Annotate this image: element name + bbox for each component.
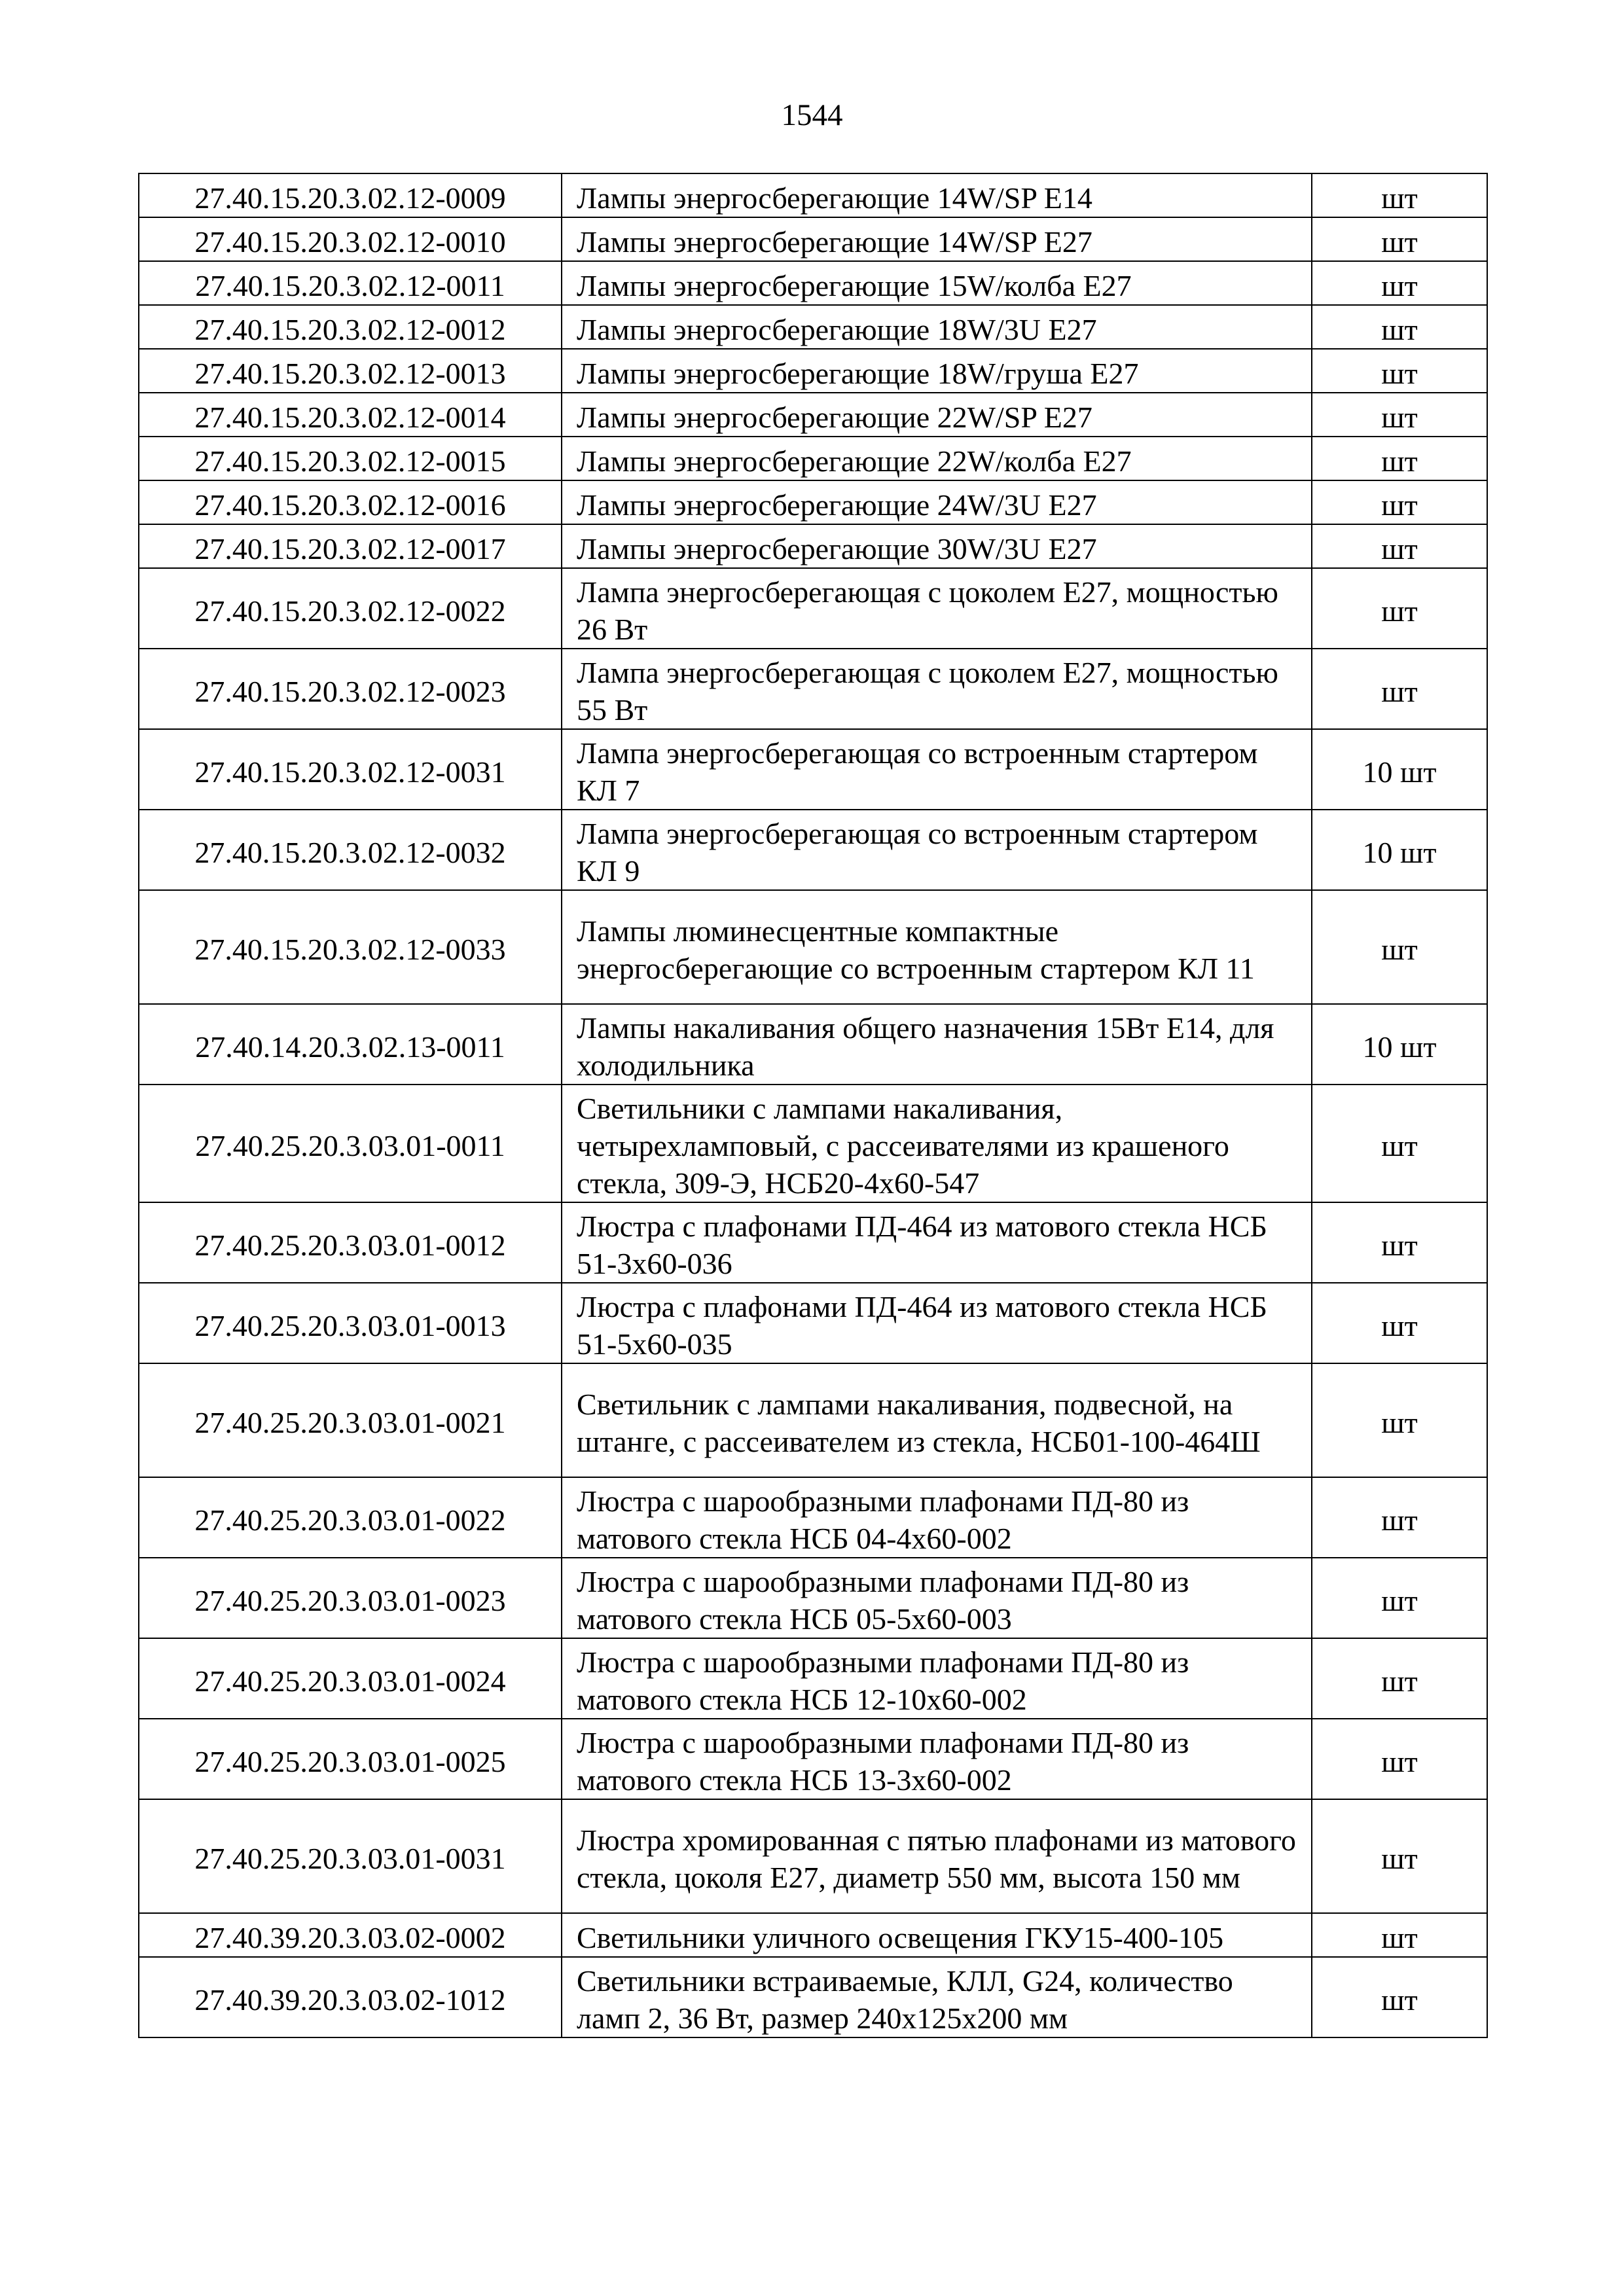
resource-code-cell: 27.40.15.20.3.02.12-0010 xyxy=(139,217,562,261)
table-row xyxy=(139,1004,1487,1085)
unit-cell: шт xyxy=(1312,568,1487,649)
resource-name-cell: Светильники с лампами накаливания, четырехламповый, с рассеивателями из крашеного стекла, 309-Э, НСБ20-4х60-547 xyxy=(562,1085,1312,1202)
resource-name-cell: Лампы энергосберегающие 24W/3U E27 xyxy=(562,480,1312,524)
table-row xyxy=(139,173,1487,217)
resource-code-cell: 27.40.15.20.3.02.12-0022 xyxy=(139,568,562,649)
table-row xyxy=(139,1363,1487,1477)
resource-code-cell: 27.40.15.20.3.02.12-0014 xyxy=(139,393,562,437)
price-table xyxy=(138,173,1488,2038)
unit-cell: шт xyxy=(1312,305,1487,349)
resource-name-cell: Лампы люминесцентные компактные энергосберегающие со встроенным стартером КЛ 11 xyxy=(562,890,1312,1004)
table-row xyxy=(139,1202,1487,1283)
table-row xyxy=(139,1085,1487,1202)
resource-name-cell: Лампы энергосберегающие 22W/SP E27 xyxy=(562,393,1312,437)
resource-name-cell: Люстра с шарообразными плафонами ПД-80 из матового стекла НСБ 13-3х60-002 xyxy=(562,1719,1312,1799)
table-row xyxy=(139,217,1487,261)
unit-cell: шт xyxy=(1312,1913,1487,1957)
table-row xyxy=(139,1283,1487,1363)
unit-cell: шт xyxy=(1312,261,1487,305)
table-row xyxy=(139,393,1487,437)
resource-code-cell: 27.40.39.20.3.03.02-1012 xyxy=(139,1957,562,2037)
table-row xyxy=(139,1558,1487,1638)
unit-cell: 10 шт xyxy=(1312,729,1487,810)
resource-name-cell: Лампы энергосберегающие 15W/колба E27 xyxy=(562,261,1312,305)
resource-name-cell: Лампы энергосберегающие 30W/3U E27 xyxy=(562,524,1312,568)
unit-cell: шт xyxy=(1312,1477,1487,1558)
resource-name-cell: Люстра с плафонами ПД-464 из матового стекла НСБ 51-5х60-035 xyxy=(562,1283,1312,1363)
resource-name-cell: Светильники встраиваемые, КЛЛ, G24, количество ламп 2, 36 Вт, размер 240х125х200 мм xyxy=(562,1957,1312,2037)
unit-cell: шт xyxy=(1312,524,1487,568)
resource-name-cell: Лампы накаливания общего назначения 15Вт E14, для холодильника xyxy=(562,1004,1312,1085)
table-row xyxy=(139,649,1487,729)
resource-code-cell: 27.40.14.20.3.02.13-0011 xyxy=(139,1004,562,1085)
resource-name-cell: Люстра хромированная с пятью плафонами из матового стекла, цоколя E27, диаметр 550 мм, высота 150 мм xyxy=(562,1799,1312,1913)
unit-cell: 10 шт xyxy=(1312,810,1487,890)
resource-name-cell: Люстра с шарообразными плафонами ПД-80 из матового стекла НСБ 12-10х60-002 xyxy=(562,1638,1312,1719)
resource-code-cell: 27.40.25.20.3.03.01-0011 xyxy=(139,1085,562,1202)
unit-cell: шт xyxy=(1312,437,1487,480)
table-row xyxy=(139,1477,1487,1558)
resource-code-cell: 27.40.15.20.3.02.12-0013 xyxy=(139,349,562,393)
resource-code-cell: 27.40.15.20.3.02.12-0011 xyxy=(139,261,562,305)
resource-name-cell: Лампы энергосберегающие 22W/колба E27 xyxy=(562,437,1312,480)
unit-cell: шт xyxy=(1312,1085,1487,1202)
unit-cell: 10 шт xyxy=(1312,1004,1487,1085)
table-row xyxy=(139,729,1487,810)
resource-name-cell: Лампы энергосберегающие 14W/SP E14 xyxy=(562,173,1312,217)
resource-name-cell: Лампы энергосберегающие 18W/3U E27 xyxy=(562,305,1312,349)
table-row xyxy=(139,349,1487,393)
unit-cell: шт xyxy=(1312,1202,1487,1283)
table-row xyxy=(139,1913,1487,1957)
resource-code-cell: 27.40.39.20.3.03.02-0002 xyxy=(139,1913,562,1957)
table-body xyxy=(139,173,1487,2037)
resource-code-cell: 27.40.25.20.3.03.01-0021 xyxy=(139,1363,562,1477)
unit-cell: шт xyxy=(1312,649,1487,729)
resource-code-cell: 27.40.15.20.3.02.12-0033 xyxy=(139,890,562,1004)
resource-name-cell: Светильники уличного освещения ГКУ15-400-105 xyxy=(562,1913,1312,1957)
resource-name-cell: Лампа энергосберегающая с цоколем E27, мощностью 26 Вт xyxy=(562,568,1312,649)
resource-name-cell: Светильник с лампами накаливания, подвесной, на штанге, с рассеивателем из стекла, НСБ01-100-464Ш xyxy=(562,1363,1312,1477)
unit-cell: шт xyxy=(1312,1363,1487,1477)
table-row xyxy=(139,261,1487,305)
resource-code-cell: 27.40.25.20.3.03.01-0031 xyxy=(139,1799,562,1913)
resource-code-cell: 27.40.15.20.3.02.12-0015 xyxy=(139,437,562,480)
unit-cell: шт xyxy=(1312,217,1487,261)
resource-code-cell: 27.40.25.20.3.03.01-0012 xyxy=(139,1202,562,1283)
unit-cell: шт xyxy=(1312,1799,1487,1913)
resource-code-cell: 27.40.15.20.3.02.12-0031 xyxy=(139,729,562,810)
unit-cell: шт xyxy=(1312,1558,1487,1638)
table-row xyxy=(139,305,1487,349)
resource-name-cell: Лампа энергосберегающая со встроенным стартером КЛ 7 xyxy=(562,729,1312,810)
resource-name-cell: Люстра с плафонами ПД-464 из матового стекла НСБ 51-3х60-036 xyxy=(562,1202,1312,1283)
resource-name-cell: Лампы энергосберегающие 14W/SP E27 xyxy=(562,217,1312,261)
page-number: 1544 xyxy=(781,98,843,132)
resource-name-cell: Лампы энергосберегающие 18W/груша E27 xyxy=(562,349,1312,393)
unit-cell: шт xyxy=(1312,480,1487,524)
unit-cell: шт xyxy=(1312,1957,1487,2037)
resource-code-cell: 27.40.25.20.3.03.01-0023 xyxy=(139,1558,562,1638)
resource-name-cell: Люстра с шарообразными плафонами ПД-80 из матового стекла НСБ 04-4х60-002 xyxy=(562,1477,1312,1558)
resource-code-cell: 27.40.25.20.3.03.01-0022 xyxy=(139,1477,562,1558)
unit-cell: шт xyxy=(1312,173,1487,217)
resource-name-cell: Лампа энергосберегающая с цоколем E27, мощностью 55 Вт xyxy=(562,649,1312,729)
resource-code-cell: 27.40.15.20.3.02.12-0016 xyxy=(139,480,562,524)
table-row xyxy=(139,480,1487,524)
resource-code-cell: 27.40.15.20.3.02.12-0032 xyxy=(139,810,562,890)
resource-code-cell: 27.40.25.20.3.03.01-0025 xyxy=(139,1719,562,1799)
unit-cell: шт xyxy=(1312,1638,1487,1719)
resource-name-cell: Люстра с шарообразными плафонами ПД-80 из матового стекла НСБ 05-5х60-003 xyxy=(562,1558,1312,1638)
resource-code-cell: 27.40.25.20.3.03.01-0013 xyxy=(139,1283,562,1363)
table-row xyxy=(139,437,1487,480)
table-row xyxy=(139,890,1487,1004)
unit-cell: шт xyxy=(1312,349,1487,393)
resource-code-cell: 27.40.15.20.3.02.12-0009 xyxy=(139,173,562,217)
unit-cell: шт xyxy=(1312,890,1487,1004)
table-row xyxy=(139,568,1487,649)
table-row xyxy=(139,1799,1487,1913)
unit-cell: шт xyxy=(1312,393,1487,437)
unit-cell: шт xyxy=(1312,1283,1487,1363)
resource-code-cell: 27.40.15.20.3.02.12-0023 xyxy=(139,649,562,729)
table-row xyxy=(139,1719,1487,1799)
unit-cell: шт xyxy=(1312,1719,1487,1799)
table-row xyxy=(139,524,1487,568)
table-row xyxy=(139,1957,1487,2037)
resource-code-cell: 27.40.15.20.3.02.12-0017 xyxy=(139,524,562,568)
resource-code-cell: 27.40.15.20.3.02.12-0012 xyxy=(139,305,562,349)
table-row xyxy=(139,1638,1487,1719)
resource-code-cell: 27.40.25.20.3.03.01-0024 xyxy=(139,1638,562,1719)
table-row xyxy=(139,810,1487,890)
resource-name-cell: Лампа энергосберегающая со встроенным стартером КЛ 9 xyxy=(562,810,1312,890)
